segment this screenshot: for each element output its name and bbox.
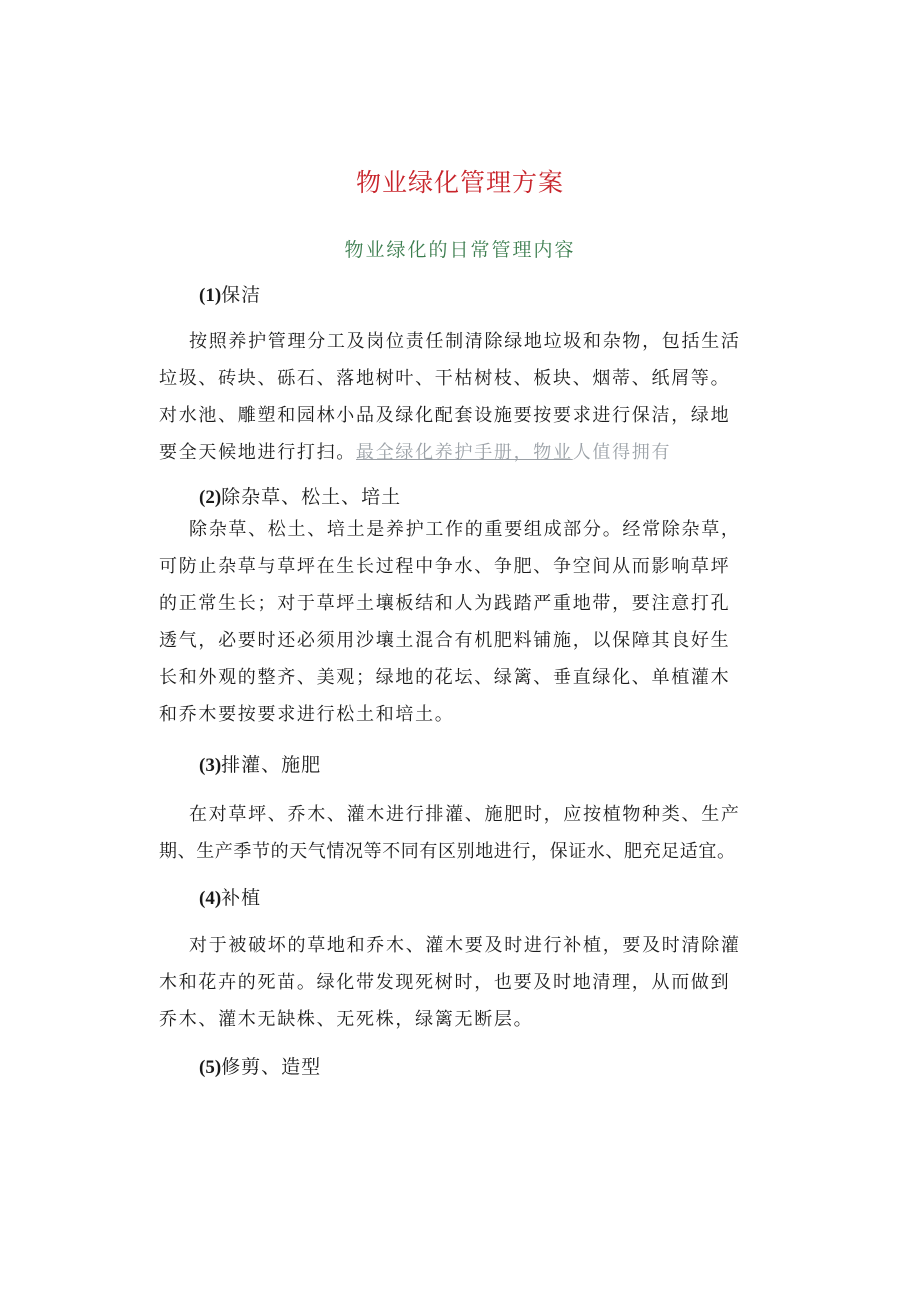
section-title: 排灌、施肥 [221,754,322,776]
paragraph-line: 对于被破坏的草地和乔木、灌木要及时进行补植，要及时清除灌 [189,935,741,956]
paragraph-line: 和乔木要按要求进行松土和培土。 [159,704,455,725]
document-title: 物业绿化管理方案 [355,168,564,197]
section-paragraph-4 [159,927,759,1038]
promo-link-tail: 人值得拥有 [572,442,672,463]
section-title: 除杂草、松土、培土 [221,486,402,508]
section-heading-5 [199,1052,321,1079]
paragraph-line: 可防止杂草与草坪在生长过程中争水、争肥、争空间从而影响草坪 [159,556,731,577]
section-heading-2 [199,482,401,509]
paragraph-line: 按照养护管理分工及岗位责任制清除绿地垃圾和杂物，包括生活 [189,331,741,352]
section-paragraph-2 [159,511,759,733]
section-heading-1 [199,280,261,307]
paragraph-line: 对水池、雕塑和园林小品及绿化配套设施要按要求进行保洁，绿地 [159,405,731,426]
paragraph-line: 木和花卉的死苗。绿化带发现死树时，也要及时地清理，从而做到 [159,972,731,993]
paragraph-line [159,434,759,471]
paragraph-line: 除杂草、松土、培土是养护工作的重要组成部分。经常除杂草， [189,519,741,540]
document-subtitle: 物业绿化的日常管理内容 [344,239,576,261]
section-paragraph-1 [159,323,759,471]
paragraph-line: 在对草坪、乔木、灌木进行排灌、施肥时，应按植物种类、生产 [189,804,741,825]
section-number: (4) [199,888,222,909]
paragraph-line: 的正常生长；对于草坪土壤板结和人为践踏严重地带，要注意打孔 [159,593,731,614]
section-number: (2) [199,487,222,508]
promo-link[interactable]: 最全绿化养护手册，物业 [356,442,573,463]
paragraph-line: 透气，必要时还必须用沙壤土混合有机肥料铺施，以保障其良好生 [159,630,731,651]
paragraph-text: 要全天候地进行打扫。 [159,442,356,463]
section-title: 保洁 [221,284,262,306]
paragraph-line: 乔木、灌木无缺株、无死株，绿篱无断层。 [159,1009,534,1030]
section-title: 补植 [221,887,262,909]
section-heading-3 [199,750,321,777]
paragraph-line: 期、生产季节的天气情况等不同有区别地进行，保证水、肥充足适宜。 [159,841,736,862]
section-paragraph-3 [159,796,759,870]
section-number: (3) [199,755,222,776]
section-heading-4 [199,883,261,910]
section-number: (1) [199,285,222,306]
paragraph-line: 长和外观的整齐、美观；绿地的花坛、绿篱、垂直绿化、单植灌木 [159,667,731,688]
paragraph-line: 垃圾、砖块、砾石、落地树叶、干枯树枝、板块、烟蒂、纸屑等。 [159,368,731,389]
section-title: 修剪、造型 [221,1056,322,1078]
section-number: (5) [199,1057,222,1078]
